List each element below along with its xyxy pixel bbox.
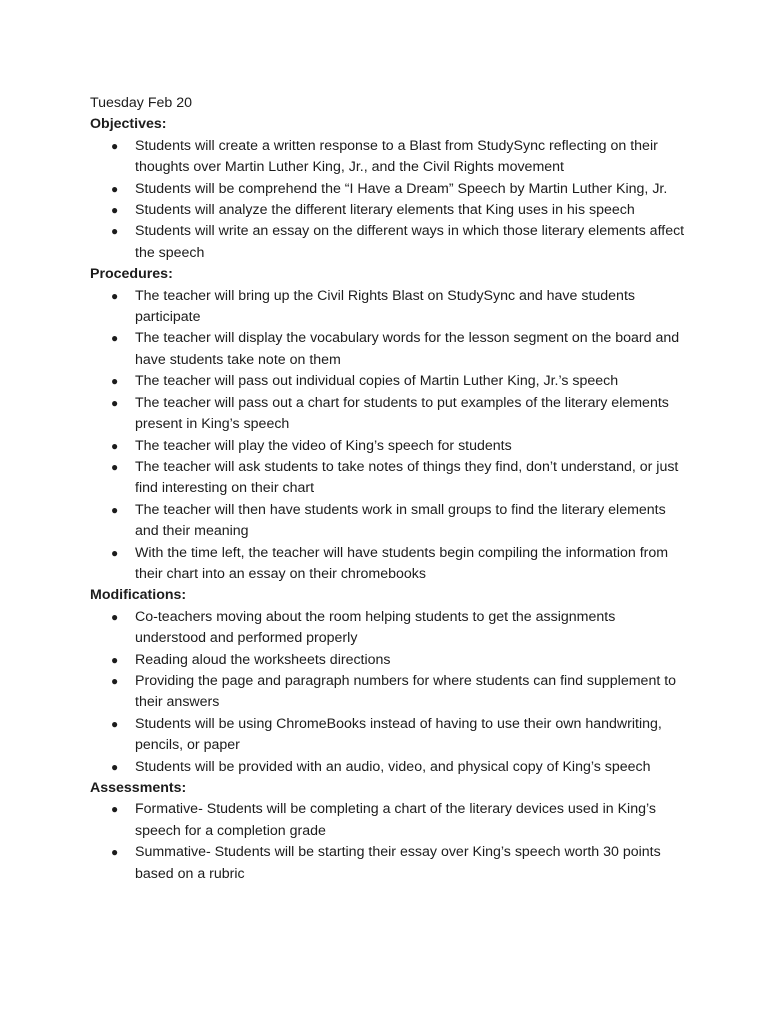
document-page	[90, 93, 690, 885]
bullet-icon: ●	[111, 459, 119, 474]
list-item	[90, 799, 690, 842]
document-date: Tuesday Feb 20	[90, 95, 192, 111]
bullet-icon: ●	[111, 395, 119, 410]
bullet-list	[90, 136, 690, 264]
list-item-text: Students will be comprehend the “I Have a Dream” Speech by Martin Luther King, Jr.	[135, 180, 668, 197]
document-sections	[90, 114, 690, 885]
list-item-text: The teacher will then have students work in small groups to find the literary elements and their meaning	[135, 501, 666, 540]
list-item	[90, 328, 690, 371]
list-item	[90, 371, 690, 392]
list-item-text: Students will be provided with an audio, video, and physical copy of King’s speech	[135, 758, 651, 775]
bullet-icon: ●	[111, 673, 119, 688]
list-item	[90, 543, 690, 586]
list-item	[90, 179, 690, 200]
list-item	[90, 671, 690, 714]
list-item	[90, 650, 690, 671]
list-item-text: The teacher will play the video of King’s speech for students	[135, 437, 512, 454]
list-item	[90, 136, 690, 179]
bullet-icon: ●	[111, 545, 119, 560]
bullet-icon: ●	[111, 502, 119, 517]
bullet-list	[90, 607, 690, 778]
list-item-text: Students will be using ChromeBooks instead of having to use their own handwriting, pencils, or paper	[135, 715, 662, 754]
section-heading: Procedures:	[90, 266, 173, 283]
bullet-icon: ●	[111, 652, 119, 667]
bullet-icon: ●	[111, 288, 119, 303]
bullet-icon: ●	[111, 609, 119, 624]
list-item-text: The teacher will pass out a chart for students to put examples of the literary elements present in King’s speech	[135, 394, 669, 433]
bullet-list	[90, 799, 690, 885]
bullet-icon: ●	[111, 716, 119, 731]
list-item	[90, 221, 690, 264]
list-item-text: The teacher will ask students to take notes of things they find, don’t understand, or just find interesting on their chart	[135, 458, 679, 497]
list-item-text: Students will write an essay on the different ways in which those literary elements affect the speech	[135, 223, 685, 261]
bullet-icon: ●	[111, 181, 119, 196]
bullet-list	[90, 286, 690, 586]
bullet-icon: ●	[111, 374, 119, 389]
list-item-text: Summative- Students will be starting their essay over King’s speech worth 30 points based on a rubric	[135, 844, 661, 882]
list-item-text: The teacher will pass out individual copies of Martin Luther King, Jr.’s speech	[135, 373, 619, 390]
bullet-icon: ●	[111, 224, 119, 239]
section-heading: Assessments:	[90, 780, 187, 796]
list-item-text: Formative- Students will be completing a chart of the literary devices used in King’s speech for a completion grade	[135, 801, 656, 839]
bullet-icon: ●	[111, 203, 119, 218]
list-item-text: Co-teachers moving about the room helping students to get the assignments understood and performed properly	[135, 608, 616, 647]
list-item	[90, 200, 690, 221]
section-heading: Modifications:	[90, 587, 187, 604]
list-item	[90, 714, 690, 757]
list-item-text: Students will analyze the different literary elements that King uses in his speech	[135, 202, 635, 219]
list-item-text: Students will create a written response to a Blast from StudySync reflecting on their thoughts over Martin Luther King, Jr., and the Civil Rights movement	[135, 137, 658, 176]
list-item	[90, 393, 690, 436]
list-item	[90, 500, 690, 543]
list-item-text: The teacher will display the vocabulary words for the lesson segment on the board and have students take note on them	[135, 330, 680, 368]
list-item-text: Reading aloud the worksheets directions	[135, 651, 391, 668]
bullet-icon: ●	[111, 438, 119, 453]
list-item	[90, 286, 690, 329]
list-item	[90, 842, 690, 885]
list-item	[90, 457, 690, 500]
bullet-icon: ●	[111, 802, 119, 817]
section-heading: Objectives:	[90, 116, 167, 133]
bullet-icon: ●	[111, 759, 119, 774]
list-item	[90, 436, 690, 457]
list-item-text: Providing the page and paragraph numbers for where students can find supplement to their answers	[135, 672, 677, 711]
list-item-text: The teacher will bring up the Civil Rights Blast on StudySync and have students participate	[135, 287, 635, 326]
list-item-text: With the time left, the teacher will have students begin compiling the information from their chart into an essay on their chromebooks	[135, 544, 669, 582]
list-item	[90, 757, 690, 778]
list-item	[90, 607, 690, 650]
bullet-icon: ●	[111, 138, 119, 153]
bullet-icon: ●	[111, 845, 119, 860]
bullet-icon: ●	[111, 331, 119, 346]
